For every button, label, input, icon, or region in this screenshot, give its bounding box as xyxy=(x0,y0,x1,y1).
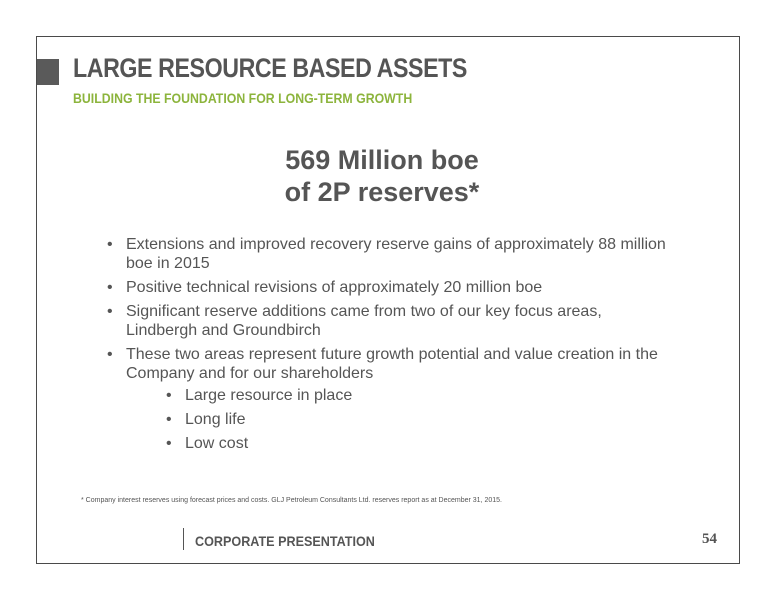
bullet-item: • Significant reserve additions came from two of our key focus areas, Lindbergh and Groundbirch xyxy=(107,302,667,340)
title-marker xyxy=(37,59,59,85)
sub-bullet-item: • Low cost xyxy=(166,434,667,453)
footer-divider xyxy=(183,528,184,550)
bullet-text: These two areas represent future growth potential and value creation in the Company and for our shareholders xyxy=(126,346,658,382)
slide-title: LARGE RESOURCE BASED ASSETS xyxy=(73,53,467,83)
headline-line-1: 569 Million boe xyxy=(285,145,479,175)
slide-subtitle: BUILDING THE FOUNDATION FOR LONG-TERM GROWTH xyxy=(73,90,413,106)
bullet-item: • Positive technical revisions of approximately 20 million boe xyxy=(107,278,667,297)
slide xyxy=(36,36,740,564)
footnote: * Company interest reserves using forecast prices and costs. GLJ Petroleum Consultants Ltd. reserves report as at December 31, 2015. xyxy=(81,497,502,504)
headline xyxy=(37,144,727,208)
sub-bullet-list xyxy=(126,386,667,453)
headline-line-2: of 2P reserves* xyxy=(284,177,480,207)
sub-bullet-item: • Long life xyxy=(166,410,667,429)
bullet-item-with-subs xyxy=(107,345,667,453)
page-number: 54 xyxy=(702,531,717,547)
bullet-list xyxy=(107,235,667,458)
footer-label: CORPORATE PRESENTATION xyxy=(195,533,375,549)
bullet-item: • Extensions and improved recovery reserve gains of approximately 88 million boe in 2015 xyxy=(107,235,667,273)
sub-bullet-item: • Large resource in place xyxy=(166,386,667,405)
